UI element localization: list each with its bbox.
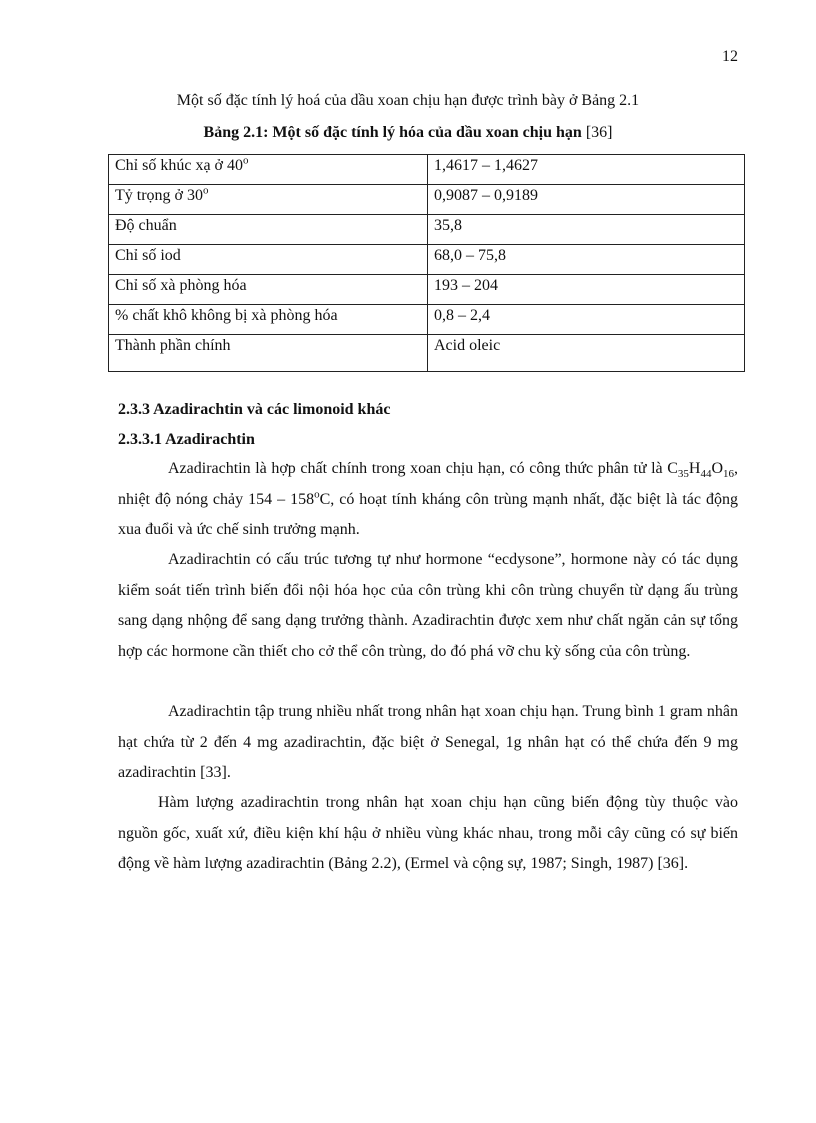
table-row [109, 185, 745, 215]
property-value: 35,8 [428, 215, 745, 245]
property-label: Chỉ số khúc xạ ở 40$^o$ [109, 155, 428, 185]
table-caption-title: Bảng 2.1: Một số đặc tính lý hóa của dầu xoan chịu hạn [203, 124, 582, 141]
property-label: % chất khô không bị xà phòng hóa [109, 305, 428, 335]
paragraph-2: Azadirachtin có cấu trúc tương tự như hormone “ecdysone”, hormone này có tác dụng kiểm soát tiến trình biến đổi nội hóa học của côn trùng khi côn trùng chuyển từ dạng ấu trùng sang dạng nhộng để sang dạng trưởng thành. Azadirachtin được xem như chất ngăn cản sự tổng hợp các hormone cần thiết cho cở thể côn trùng, do đó phá vỡ chu kỳ sống của côn trùng. [118, 551, 738, 660]
property-value: 1,4617 – 1,4627 [428, 155, 745, 185]
property-label: Thành phần chính [109, 335, 428, 372]
table-row [109, 275, 745, 305]
table-row [109, 155, 745, 185]
table-row [109, 245, 745, 275]
property-value: 0,9087 – 0,9189 [428, 185, 745, 215]
property-value: Acid oleic [428, 335, 745, 372]
table-row [109, 335, 745, 372]
property-value: 0,8 – 2,4 [428, 305, 745, 335]
property-label: Chỉ số xà phòng hóa [109, 275, 428, 305]
paragraph-3: Azadirachtin tập trung nhiều nhất trong nhân hạt xoan chịu hạn. Trung bình 1 gram nhân hạt chứa từ 2 đến 4 mg azadirachtin, đặc biệt ở Senegal, 1g nhân hạt có thể chứa đến 9 mg azadirachtin [33]. [118, 703, 738, 781]
intro-sentence: Một số đặc tính lý hoá của dầu xoan chịu hạn được trình bày ở Bảng 2.1 [176, 92, 640, 109]
properties-table [108, 154, 745, 372]
table-row [109, 215, 745, 245]
property-value: 193 – 204 [428, 275, 745, 305]
paragraph-1: Azadirachtin là hợp chất chính trong xoan chịu hạn, có công thức phân tử là $C_{35}H_{44}O_{16}$, nhiệt độ nóng chảy 154 – 158$^o$C, có hoạt tính kháng côn trùng mạnh nhất, đặc biệt là tác động xua đuổi và ức chế sinh trưởng mạnh. [118, 460, 738, 538]
paragraph-4: Hàm lượng azadirachtin trong nhân hạt xoan chịu hạn cũng biến động tùy thuộc vào nguồn gốc, xuất xứ, điều kiện khí hậu ở nhiều vùng khác nhau, trong mỗi cây cũng có sự biến động về hàm lượng azadirachtin (Bảng 2.2), (Ermel và cộng sự, 1987; Singh, 1987) [36]. [118, 794, 738, 872]
table-caption [0, 124, 816, 142]
property-label: Chỉ số iod [109, 245, 428, 275]
table-row [109, 305, 745, 335]
subsection-heading: 2.3.3.1 Azadirachtin [118, 431, 255, 448]
page-number: 12 [722, 48, 738, 65]
section-heading: 2.3.3 Azadirachtin và các limonoid khác [118, 401, 391, 418]
property-label: Tỷ trọng ở 30$^o$ [109, 185, 428, 215]
table-caption-ref: [36] [581, 124, 613, 141]
property-value: 68,0 – 75,8 [428, 245, 745, 275]
property-label: Độ chuẩn [109, 215, 428, 245]
